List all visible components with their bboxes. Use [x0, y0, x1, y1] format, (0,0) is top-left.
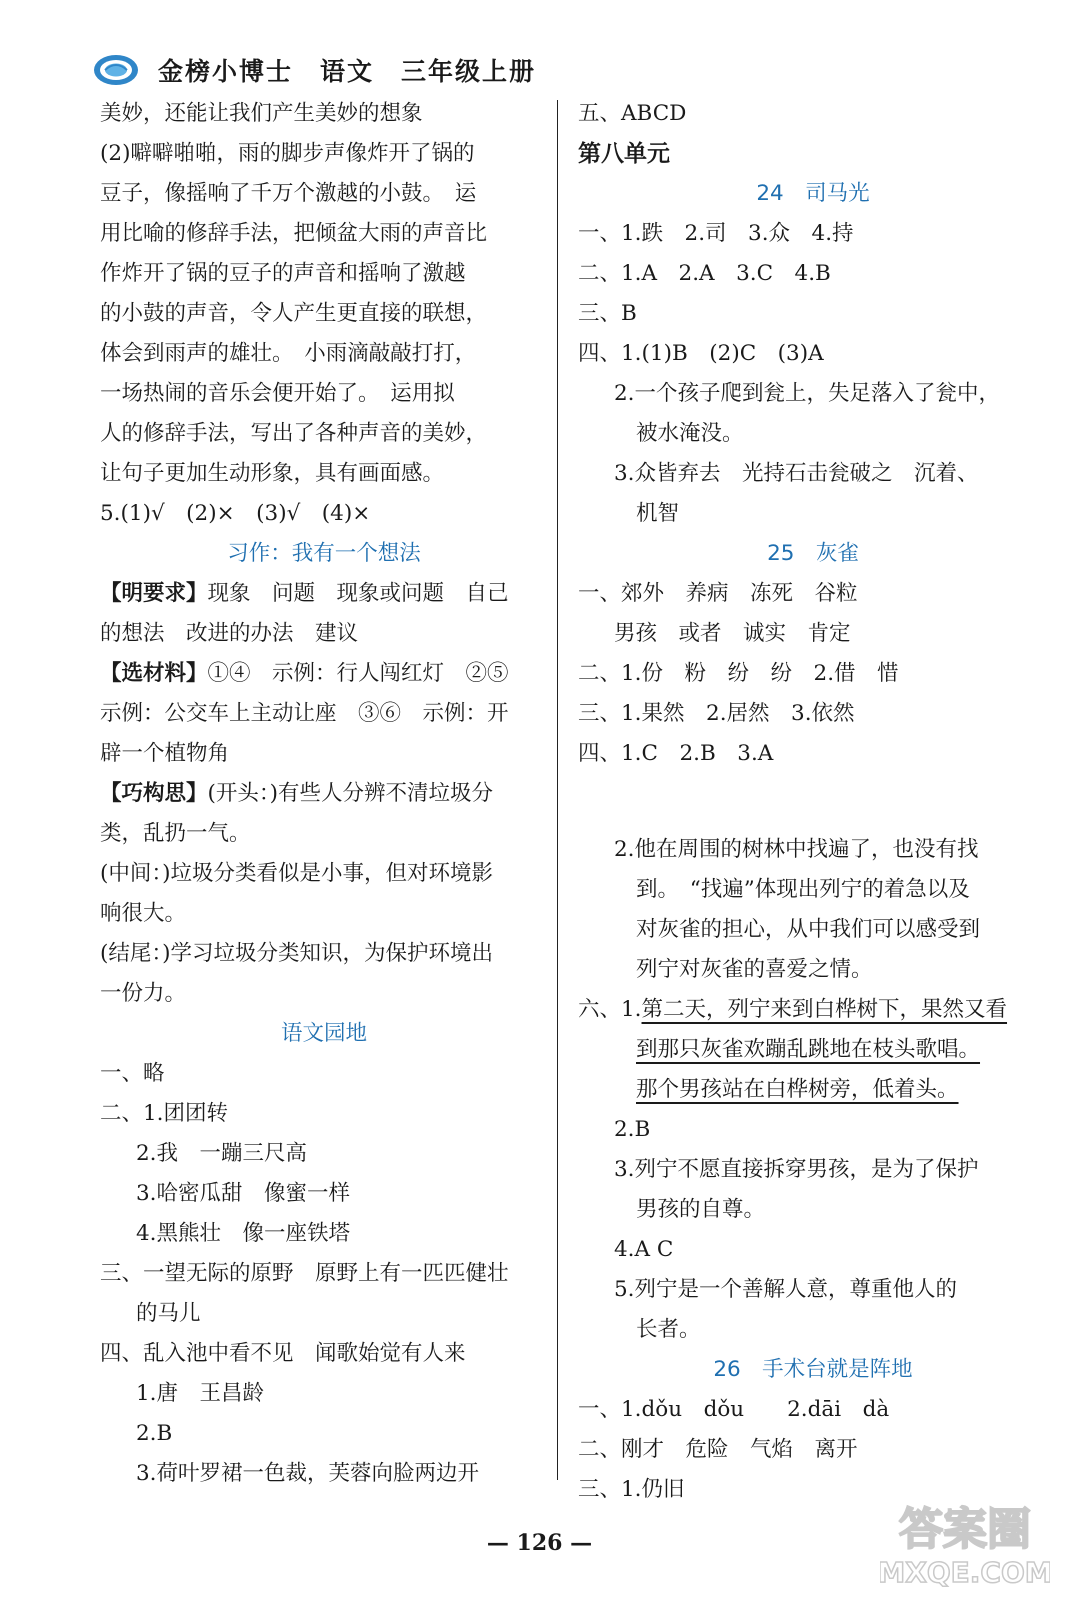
- text-line: 列宁对灰雀的喜爱之情。: [636, 957, 873, 982]
- text-line: (中间：)垃圾分类看似是小事，但对环境影: [100, 861, 494, 886]
- text-line: 豆子，像摇响了千万个激越的小鼓。 运: [100, 181, 477, 206]
- text-line: 长者。: [636, 1317, 701, 1342]
- globe-logo-icon: [92, 53, 140, 87]
- text-line: 一、1.跌 2.司 3.众 4.持: [578, 221, 854, 246]
- text-line: [578, 990, 1048, 1030]
- text-line: 3.众皆弃去 光持石击瓮破之 沉着、: [614, 461, 979, 486]
- text-line: 2.一个孩子爬到瓮上，失足落入了瓮中，: [614, 381, 1001, 406]
- text-line: 1.唐 王昌龄: [136, 1381, 265, 1406]
- tag-text: 现象 问题 现象或问题 自己: [207, 581, 509, 606]
- text-line: 一、郊外 养病 冻死 谷粒: [578, 581, 858, 606]
- watermark: [880, 1496, 1050, 1592]
- watermark-logo-icon: [880, 1496, 1050, 1592]
- text-line: [100, 774, 548, 814]
- page-header: [92, 50, 536, 90]
- text-line: 五、ABCD: [578, 101, 687, 126]
- text-line: 男孩 或者 诚实 肯定: [614, 621, 851, 646]
- text-line: 一份力。: [100, 981, 187, 1006]
- text-line: 一、略: [100, 1061, 165, 1086]
- page-number: — 126 —: [486, 1530, 593, 1556]
- lesson-heading-26: 26 手术台就是阵地: [713, 1357, 913, 1382]
- text-line: 3.列宁不愿直接拆穿男孩，是为了保护: [614, 1157, 979, 1182]
- text-line: 用比喻的修辞手法，把倾盆大雨的声音比: [100, 221, 488, 246]
- tag-text: ①④ 示例：行人闯红灯 ②⑤: [207, 661, 509, 686]
- text-line: 对灰雀的担心，从中我们可以感受到: [636, 917, 981, 942]
- text-line: 三、1.果然 2.居然 3.依然: [578, 701, 855, 726]
- book-title: 金榜小博士 语文 三年级上册: [158, 57, 537, 86]
- text-line: 的小鼓的声音，令人产生更直接的联想，: [100, 301, 488, 326]
- text-line: 二、1.份 粉 纷 纷 2.借 惜: [578, 661, 899, 686]
- text-line: 4.A C: [614, 1237, 674, 1262]
- text-line: 5.(1)√ (2)× (3)√ (4)×: [100, 501, 371, 526]
- underlined-text: 那个男孩站在白桦树旁，低着头。: [636, 1077, 959, 1102]
- text-line: 5.列宁是一个善解人意，尊重他人的: [614, 1277, 958, 1302]
- text-line: 二、1.团团转: [100, 1101, 229, 1126]
- text-line: (2)噼噼啪啪，雨的脚步声像炸开了锅的: [100, 141, 475, 166]
- text-line: 体会到雨声的雄壮。 小雨滴敲敲打打，: [100, 341, 477, 366]
- watermark-top-text: 答案圈: [899, 1504, 1031, 1555]
- text-line: 3.哈密瓜甜 像蜜一样: [136, 1181, 351, 1206]
- tag-label: 【巧构思】: [100, 781, 208, 806]
- text-line: 三、1.仍旧: [578, 1477, 685, 1502]
- tag-label: 【选材料】: [100, 661, 208, 686]
- text-line: 一、1.dǒu dǒu 2.dāi dà: [578, 1397, 890, 1422]
- left-column: [100, 94, 548, 1494]
- text-line: 二、刚才 危险 气焰 离开: [578, 1437, 858, 1462]
- text-line: (结尾：)学习垃圾分类知识，为保护环境出: [100, 941, 494, 966]
- text-line: 三、一望无际的原野 原野上有一匹匹健壮: [100, 1261, 509, 1286]
- underlined-text: 到那只灰雀欢蹦乱跳地在枝头歌唱。: [636, 1037, 981, 1062]
- text-line: 人的修辞手法，写出了各种声音的美妙，: [100, 421, 488, 446]
- text-line: 二、1.A 2.A 3.C 4.B: [578, 261, 831, 286]
- text-line: 3.荷叶罗裙一色裁，芙蓉向脸两边开: [136, 1461, 480, 1486]
- text-line: [578, 1030, 1048, 1070]
- right-column: [578, 94, 1048, 1510]
- text-line: 2.B: [136, 1421, 173, 1446]
- text-line: 四、1.C 2.B 3.A: [578, 741, 774, 766]
- text-line: 到。 “找遍”体现出列宁的着急以及: [636, 877, 970, 902]
- text-line: 的马儿: [136, 1301, 201, 1326]
- text-line: 2.B: [614, 1117, 651, 1142]
- marked-words-line: [578, 774, 1048, 830]
- underlined-text: 第二天，列宁来到白桦树下，果然又看: [641, 997, 1008, 1022]
- text-line: 一场热闹的音乐会便开始了。 运用拟: [100, 381, 455, 406]
- lesson-heading-24: 24 司马光: [756, 181, 870, 206]
- text-line: 四、1.(1)B (2)C (3)A: [578, 341, 824, 366]
- text-line: 三、B: [578, 301, 637, 326]
- section-heading-writing: 习作：我有一个想法: [227, 541, 421, 566]
- item-prefix: 六、1.: [578, 997, 642, 1022]
- tag-text: (开头：)有些人分辨不清垃圾分: [207, 781, 494, 806]
- text-line: 让句子更加生动形象，具有画面感。: [100, 461, 445, 486]
- column-divider: [557, 100, 558, 1480]
- text-line: 4.黑熊壮 像一座铁塔: [136, 1221, 351, 1246]
- text-line: 辟一个植物角: [100, 741, 230, 766]
- lesson-heading-25: 25 灰雀: [767, 541, 859, 566]
- text-line: [100, 574, 548, 614]
- tag-label: 【明要求】: [100, 581, 208, 606]
- text-line: 被水淹没。: [636, 421, 744, 446]
- text-line: 美妙，还能让我们产生美妙的想象: [100, 101, 423, 126]
- text-line: 作炸开了锅的豆子的声音和摇响了激越: [100, 261, 466, 286]
- text-line: 响很大。: [100, 901, 187, 926]
- text-line: 示例：公交车上主动让座 ③⑥ 示例：开: [100, 701, 509, 726]
- text-line: 的想法 改进的办法 建议: [100, 621, 359, 646]
- text-line: 机智: [636, 501, 680, 526]
- text-line: 2.我 一蹦三尺高: [136, 1141, 308, 1166]
- text-line: 2.他在周围的树林中找遍了，也没有找: [614, 837, 979, 862]
- text-line: 类，乱扔一气。: [100, 821, 251, 846]
- watermark-bottom-text: MXQE.COM: [880, 1556, 1050, 1589]
- text-line: 四、乱入池中看不见 闻歌始觉有人来: [100, 1341, 466, 1366]
- text-line: 男孩的自尊。: [636, 1197, 766, 1222]
- text-line: [100, 654, 548, 694]
- section-heading-garden: 语文园地: [280, 1021, 367, 1046]
- unit-heading: 第八单元: [578, 141, 670, 167]
- text-line: [578, 1070, 1048, 1110]
